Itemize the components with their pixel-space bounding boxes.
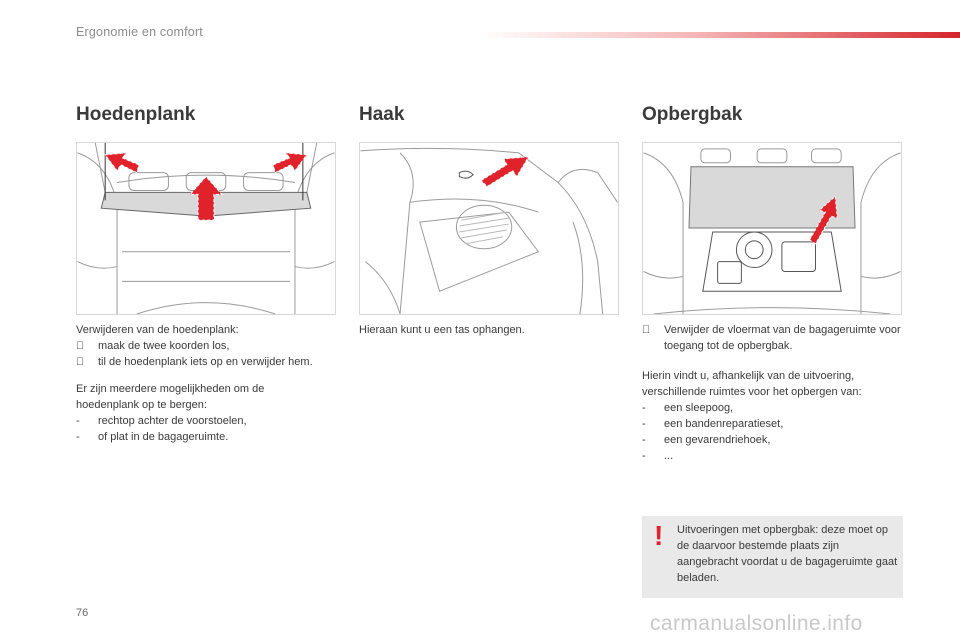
storage-box-drawing — [643, 143, 901, 314]
header-accent-bar — [478, 32, 960, 38]
list-item: Verwijder de vloermat van de bagageruimte voor toegang tot de opbergbak. — [642, 322, 904, 354]
list-item: - ... — [642, 450, 674, 462]
list-item: - of plat in de bagageruimte. — [76, 431, 229, 443]
dash-bullet: - — [642, 450, 646, 462]
hoedenplank-storage-intro: Er zijn meerdere mogelijkheden om de hoedenplank op te bergen: — [76, 383, 265, 411]
list-item: - een gevarendriehoek, — [642, 434, 771, 446]
watermark: carmanualsonline.info — [650, 612, 863, 635]
dash-bullet: - — [642, 402, 646, 414]
hoedenplank-text — [76, 322, 326, 445]
hook-drawing — [360, 143, 618, 314]
dash-bullet: - — [76, 415, 80, 427]
checkbox-bullet-icon — [642, 322, 650, 338]
hoedenplank-intro: Verwijderen van de hoedenplank: — [76, 324, 239, 336]
list-item: - een sleepoog, — [642, 402, 734, 414]
illustration-hook — [359, 142, 619, 315]
list-item: maak de twee koorden los, — [76, 338, 326, 354]
checkbox-bullet-icon — [76, 354, 84, 370]
illustration-parcel-shelf — [76, 142, 336, 315]
opbergbak-contents-intro: Hierin vindt u, afhankelijk van de uitvoering, verschillende ruimtes voor het opbergen van: — [642, 370, 862, 398]
opbergbak-text — [642, 322, 904, 464]
warning-icon: ! — [654, 520, 664, 551]
section-title-opbergbak: Opbergbak — [642, 104, 743, 125]
checkbox-bullet-icon — [76, 338, 84, 354]
list-item: til de hoedenplank iets op en verwijder hem. — [76, 354, 326, 370]
dash-bullet: - — [76, 431, 80, 443]
list-item: - rechtop achter de voorstoelen, — [76, 415, 247, 427]
warning-box — [642, 516, 903, 598]
warning-text: Uitvoeringen met opbergbak: deze moet op de daarvoor bestemde plaats zijn aangebracht voordat u de bagageruimte gaat beladen. — [677, 524, 898, 584]
header-section-title: Ergonomie en comfort — [76, 25, 203, 39]
dash-bullet: - — [642, 418, 646, 430]
parcel-shelf-drawing — [77, 143, 335, 314]
dash-bullet: - — [642, 434, 646, 446]
list-item: - een bandenreparatieset, — [642, 418, 784, 430]
page-number: 76 — [76, 607, 89, 619]
illustration-storage-box — [642, 142, 902, 315]
haak-text: Hieraan kunt u een tas ophangen. — [359, 324, 525, 336]
section-title-hoedenplank: Hoedenplank — [76, 104, 196, 125]
section-title-haak: Haak — [359, 104, 405, 125]
